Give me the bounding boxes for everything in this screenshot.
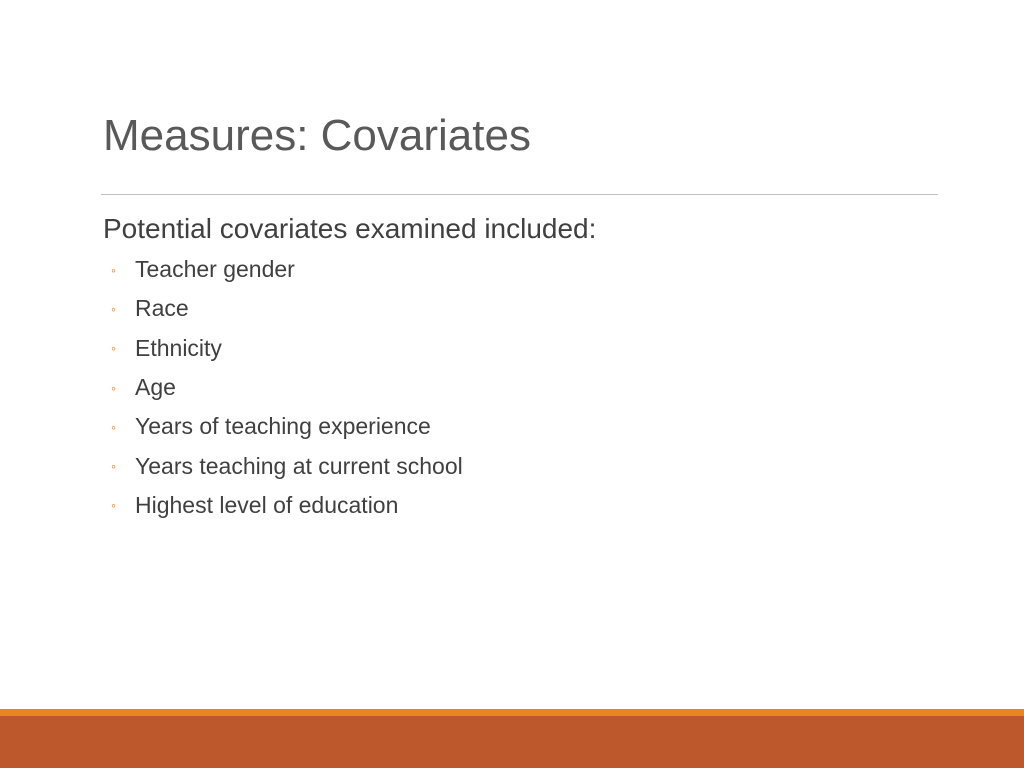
list-item-text: Ethnicity [135,334,222,361]
list-item-text: Age [135,374,176,401]
list-item [111,368,463,407]
list-item-text: Teacher gender [135,256,295,283]
bullet-icon: ◦ [111,379,116,396]
footer-band [0,716,1024,768]
bullet-icon: ◦ [111,300,116,317]
list-item-text: Race [135,295,189,322]
covariate-list [111,250,463,525]
list-item [111,407,463,446]
bullet-icon: ◦ [111,497,116,514]
list-item-text: Highest level of education [135,491,399,518]
bullet-icon: ◦ [111,261,116,278]
slide-title: Measures: Covariates [103,111,531,160]
title-divider [101,194,938,195]
bullet-icon: ◦ [111,458,116,475]
list-item [111,250,463,289]
list-item-text: Years of teaching experience [135,413,431,440]
bullet-icon: ◦ [111,340,116,357]
list-item [111,486,463,525]
bullet-icon: ◦ [111,418,116,435]
footer-accent-stripe [0,709,1024,716]
intro-text: Potential covariates examined included: [103,213,597,244]
list-item [111,289,463,328]
list-item-text: Years teaching at current school [135,452,463,479]
list-item [111,446,463,485]
list-item [111,329,463,368]
